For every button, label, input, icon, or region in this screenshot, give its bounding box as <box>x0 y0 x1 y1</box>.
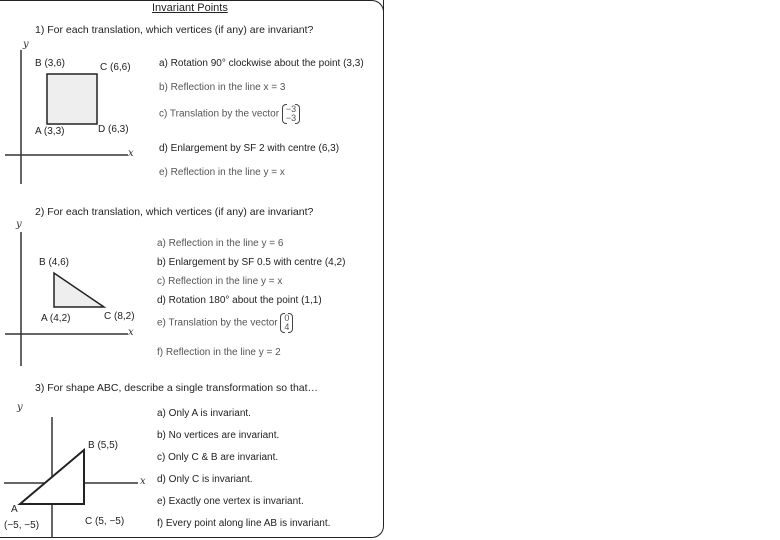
q2-option-d: d) Rotation 180° about the point (1,1) <box>157 295 322 306</box>
q3-x-axis-label: x <box>140 476 146 487</box>
q3-option-b: b) No vertices are invariant. <box>157 430 280 441</box>
q3-y-axis-label: y <box>17 402 23 413</box>
q3-option-f: f) Every point along line AB is invariant. <box>157 518 331 529</box>
question-3: 3) For shape ABC, describe a single transformation so that… <box>35 382 319 394</box>
q3-option-d: d) Only C is invariant. <box>157 474 253 485</box>
q1-x-axis-label: x <box>128 148 134 159</box>
q3-label-a-coords: (−5, −5) <box>4 520 40 531</box>
q1-label-c: C (6,6) <box>100 62 131 73</box>
question-2: 2) For each translation, which vertices (if any) are invariant? <box>35 206 314 218</box>
q1-vector-top: −3 <box>285 104 297 114</box>
q1-vector-bottom: −3 <box>285 113 297 123</box>
q3-diagram <box>0 0 160 540</box>
page-title: Invariant Points <box>152 2 228 14</box>
q3-option-c: c) Only C & B are invariant. <box>157 452 279 463</box>
q2-label-c: C (8,2) <box>104 311 135 322</box>
q2-y-axis-label: y <box>16 219 22 230</box>
q1-option-a: a) Rotation 90° clockwise about the point (3,3) <box>159 58 364 69</box>
q3-label-b: B (5,5) <box>88 440 119 451</box>
q1-label-a: A (3,3) <box>35 126 65 137</box>
q3-label-a: A <box>11 504 18 515</box>
q1-option-e: e) Reflection in the line y = x <box>159 167 285 178</box>
q2-vector <box>280 314 293 332</box>
q1-y-axis-label: y <box>23 39 29 50</box>
q1-option-c <box>159 105 300 123</box>
q1-option-d: d) Enlargement by SF 2 with centre (6,3) <box>159 143 340 154</box>
q2-option-e <box>157 314 293 332</box>
q1-option-c-text: c) Translation by the vector <box>159 108 280 120</box>
q2-label-a: A (4,2) <box>41 313 71 324</box>
q2-x-axis-label: x <box>128 327 134 338</box>
question-1: 1) For each translation, which vertices (if any) are invariant? <box>35 24 314 36</box>
q3-label-c: C (5, −5) <box>85 516 125 527</box>
q2-option-a: a) Reflection in the line y = 6 <box>157 238 284 249</box>
q2-label-b: B (4,6) <box>39 257 70 268</box>
q1-label-d: D (6,3) <box>98 124 129 135</box>
q3-option-a: a) Only A is invariant. <box>157 408 251 419</box>
q2-option-c: c) Reflection in the line y = x <box>157 276 283 287</box>
q2-option-e-text: e) Translation by the vector <box>157 317 278 329</box>
q1-option-b: b) Reflection in the line x = 3 <box>159 82 286 93</box>
q2-option-b: b) Enlargement by SF 0.5 with centre (4,2) <box>157 257 346 268</box>
q3-option-e: e) Exactly one vertex is invariant. <box>157 496 304 507</box>
q2-vector-bottom: 4 <box>284 322 290 332</box>
q2-vector-top: 0 <box>284 313 290 323</box>
q1-vector <box>282 105 300 123</box>
q2-option-f: f) Reflection in the line y = 2 <box>157 347 281 358</box>
q1-label-b: B (3,6) <box>35 58 66 69</box>
